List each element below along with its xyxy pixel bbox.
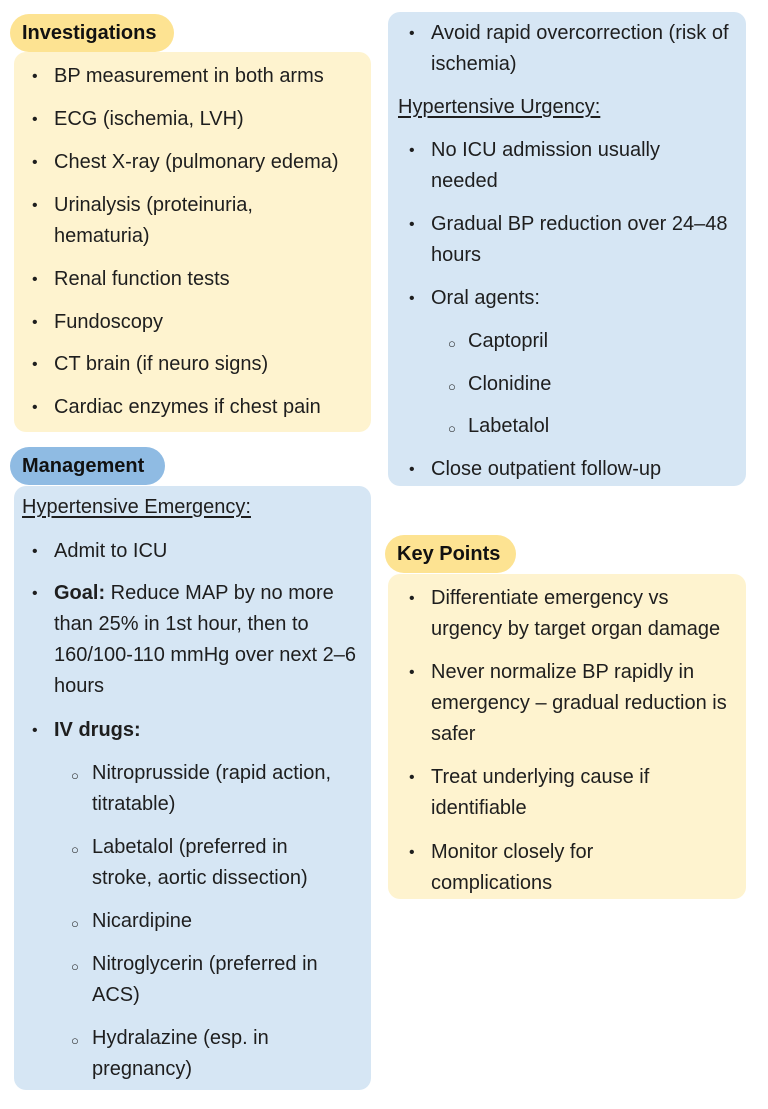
- bullet-icon: •: [32, 68, 38, 85]
- urgency-heading: Hypertensive Urgency:: [398, 96, 601, 118]
- list-item: Clonidine: [468, 373, 552, 395]
- bullet-icon: •: [409, 769, 415, 786]
- list-item: Gradual BP reduction over 24–48 hours: [431, 213, 728, 266]
- circle-bullet-icon: ○: [448, 379, 456, 394]
- list-item: Close outpatient follow-up: [431, 458, 662, 480]
- bullet-icon: •: [32, 154, 38, 171]
- bullet-icon: •: [32, 314, 38, 331]
- list-item: Renal function tests: [54, 268, 230, 290]
- circle-bullet-icon: ○: [71, 916, 79, 931]
- list-item: Chest X-ray (pulmonary edema): [54, 151, 339, 173]
- list-item: Nicardipine: [92, 910, 193, 932]
- bullet-icon: •: [409, 590, 415, 607]
- list-item: Hydralazine (esp. in pregnancy): [92, 1027, 269, 1080]
- bullet-icon: •: [409, 664, 415, 681]
- circle-bullet-icon: ○: [71, 959, 79, 974]
- bullet-icon: •: [409, 25, 415, 42]
- list-item: Monitor closely for complications: [431, 841, 594, 894]
- list-item: Cardiac enzymes if chest pain: [54, 396, 321, 418]
- bullet-icon: •: [32, 585, 38, 602]
- bullet-icon: •: [32, 111, 38, 128]
- list-item: Avoid rapid overcorrection (risk of ischemia): [431, 22, 729, 75]
- list-item: Treat underlying cause if identifiable: [431, 766, 650, 819]
- list-item: BP measurement in both arms: [54, 65, 324, 87]
- list-item: CT brain (if neuro signs): [54, 353, 269, 375]
- bullet-icon: •: [32, 399, 38, 416]
- bullet-icon: •: [32, 543, 38, 560]
- list-item: Differentiate emergency vs urgency by target organ damage: [431, 587, 721, 640]
- list-item: Labetalol (preferred in stroke, aortic dissection): [92, 836, 308, 889]
- investigations-title: Investigations: [10, 14, 174, 52]
- goal-text: Reduce MAP by no more than 25% in 1st hour, then to 160/100-110 mmHg over next 2–6 hours: [54, 582, 357, 697]
- circle-bullet-icon: ○: [448, 421, 456, 436]
- list-item: Nitroprusside (rapid action, titratable): [92, 762, 331, 815]
- iv-drugs-label: IV drugs:: [54, 719, 141, 741]
- circle-bullet-icon: ○: [448, 336, 456, 351]
- emergency-heading: Hypertensive Emergency:: [22, 496, 251, 518]
- bullet-icon: •: [32, 722, 38, 739]
- management-title: Management: [10, 447, 165, 485]
- bullet-icon: •: [32, 356, 38, 373]
- circle-bullet-icon: ○: [71, 842, 79, 857]
- bullet-icon: •: [409, 142, 415, 159]
- goal-item: [54, 578, 360, 702]
- key-points-title: Key Points: [385, 535, 516, 573]
- list-item: No ICU admission usually needed: [431, 139, 660, 192]
- list-item: Captopril: [468, 330, 549, 352]
- bullet-icon: •: [32, 197, 38, 214]
- list-item: Never normalize BP rapidly in emergency – gradual reduction is safer: [431, 661, 727, 745]
- list-item: Labetalol: [468, 415, 550, 437]
- bullet-icon: •: [409, 216, 415, 233]
- list-item: Oral agents:: [431, 287, 540, 309]
- list-item: Admit to ICU: [54, 540, 168, 562]
- bullet-icon: •: [32, 271, 38, 288]
- bullet-icon: •: [409, 290, 415, 307]
- list-item: Fundoscopy: [54, 311, 163, 333]
- bullet-icon: •: [409, 461, 415, 478]
- circle-bullet-icon: ○: [71, 1033, 79, 1048]
- list-item: ECG (ischemia, LVH): [54, 108, 244, 130]
- list-item: Urinalysis (proteinuria, hematuria): [54, 194, 253, 247]
- goal-label: Goal:: [54, 582, 106, 604]
- list-item: Nitroglycerin (preferred in ACS): [92, 953, 318, 1006]
- bullet-icon: •: [409, 844, 415, 861]
- circle-bullet-icon: ○: [71, 768, 79, 783]
